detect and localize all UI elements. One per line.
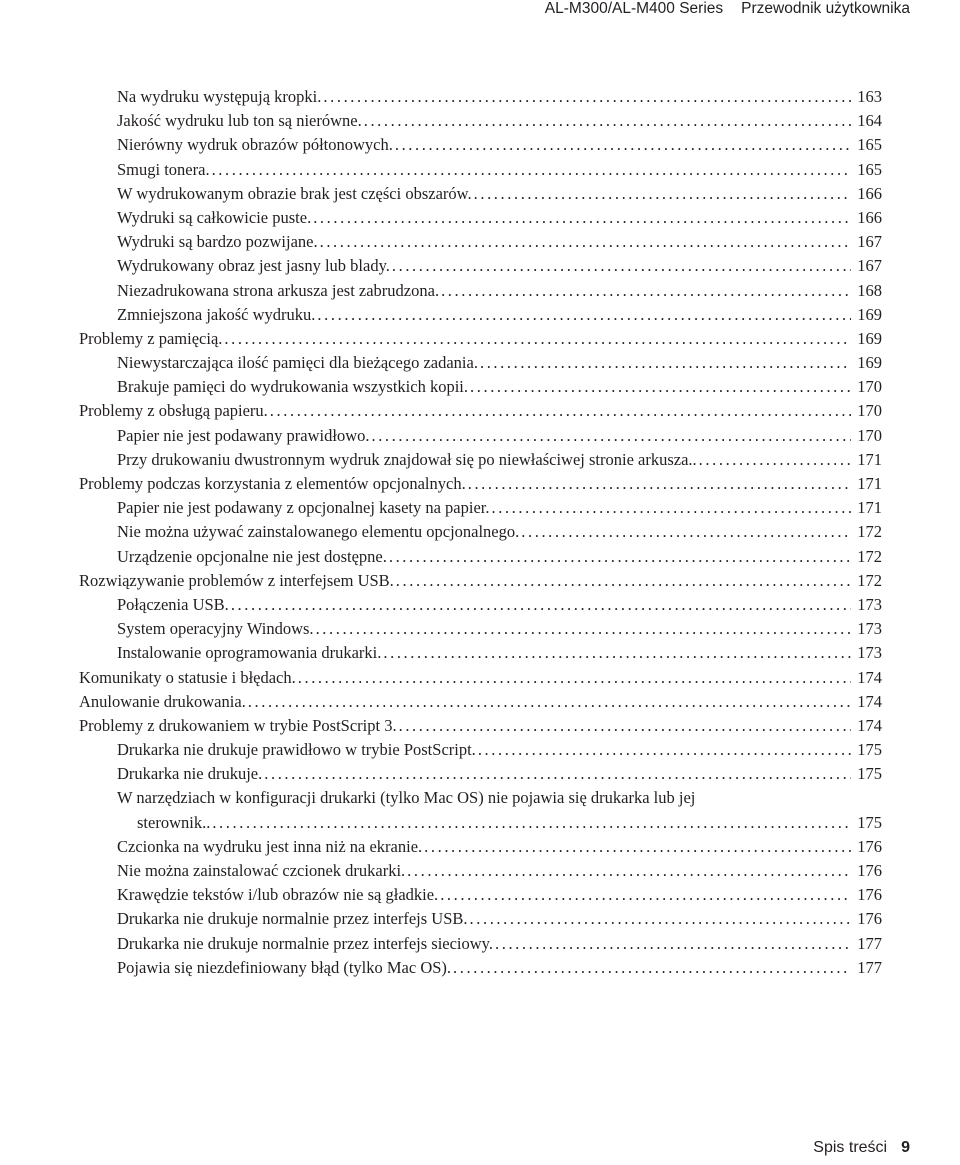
toc-entry-page: 172 [857,546,882,566]
toc-entry-title: Brakuje pamięci do wydrukowania wszystkich kopii. [117,377,469,397]
toc-entry-page: 176 [857,909,882,929]
toc-entry-page: 174 [857,691,882,711]
toc-entry[interactable] [79,956,882,980]
toc-entry-title: Nie można używać zainstalowanego elementu opcjonalnego. [117,522,520,542]
toc-entry-title: Papier nie jest podawany z opcjonalnej kasety na papier. [117,498,490,518]
toc-entry-page: 165 [857,135,882,155]
toc-leader-dots [383,641,851,665]
toc-entry[interactable] [79,206,882,230]
toc-entry-page: 167 [857,256,882,276]
toc-entry[interactable] [79,448,882,472]
toc-entry-title: Niewystarczająca ilość pamięci dla bieżącego zadania. [117,353,478,373]
toc-leader-dots [492,496,852,520]
toc-entry-page: 175 [857,764,882,784]
toc-leader-dots [323,85,851,109]
toc-entry[interactable] [79,399,882,423]
toc-entry-title: Drukarka nie drukuje normalnie przez interfejs sieciowy. [117,933,493,953]
toc-entry-title: Połączenia USB. [117,594,229,614]
toc-entry-page: 174 [857,715,882,735]
toc-entry-page: 173 [857,594,882,614]
toc-entry-title: Czcionka na wydruku jest inna niż na ekranie. [117,836,423,856]
toc-leader-dots [699,448,851,472]
toc-entry-title: Pojawia się niezdefiniowany błąd (tylko Mac OS). [117,957,452,977]
toc-entry[interactable] [79,738,882,762]
toc-leader-dots [399,714,851,738]
toc-entry-page: 172 [857,570,882,590]
toc-entry-title: W wydrukowanym obrazie brak jest części obszarów. [117,183,472,203]
toc-entry-page: 176 [857,861,882,880]
toc-leader-dots [453,956,851,980]
toc-entry-page: 177 [857,933,882,953]
toc-entry-page: 170 [857,377,882,397]
toc-leader-dots [264,762,851,786]
toc-leader-dots [313,206,851,230]
toc-entry[interactable] [79,666,882,690]
toc-leader-dots [316,617,851,641]
toc-entry[interactable] [79,182,882,206]
toc-entry-title: System operacyjny Windows. [117,619,314,639]
toc-entry-title: sterownik.. [137,812,211,832]
toc-entry-title: Nierówny wydruk obrazów półtonowych. [117,135,393,155]
toc-entry-title: Jakość wydruku lub ton są nierówne. [117,111,362,131]
toc-entry[interactable] [79,762,882,786]
toc-entry-page: 163 [857,87,882,106]
product-name: AL-M300/AL-M400 Series [544,0,724,17]
toc-entry-title: Rozwiązywanie problemów z interfejsem USB. [79,570,394,590]
toc-entry[interactable] [79,690,882,714]
toc-leader-dots [396,569,851,593]
toc-entry-page: 177 [857,957,882,977]
toc-entry[interactable] [79,545,882,569]
toc-entry[interactable] [79,230,882,254]
page-number: 9 [901,1139,910,1156]
toc-entry-page: 164 [857,111,882,131]
toc-entry-title: Urządzenie opcjonalne nie jest dostępne. [117,546,387,566]
toc-entry-title: Problemy z pamięcią. [79,328,223,348]
toc-leader-dots [441,279,851,303]
toc-leader-dots [478,738,851,762]
toc-entry-title: Drukarka nie drukuje normalnie przez interfejs USB. [117,909,468,929]
toc-leader-dots [470,375,851,399]
toc-entry[interactable] [79,593,882,617]
toc-entry[interactable] [79,496,882,520]
toc-entry-page: 168 [857,280,882,300]
toc-entry-page: 176 [857,836,882,856]
toc-entry-page: 167 [857,232,882,252]
toc-entry-title: Nie można zainstalować czcionek drukarki. [117,861,406,880]
toc-entry-title: Instalowanie oprogramowania drukarki. [117,643,382,663]
toc-entry[interactable] [79,786,882,810]
toc-entry-page: 170 [857,401,882,421]
toc-entry-page: 174 [857,667,882,687]
toc-entry-title: Na wydruku występują kropki. [117,87,322,106]
toc-entry[interactable] [79,932,882,956]
toc-leader-dots [480,351,851,375]
toc-entry[interactable] [79,303,882,327]
toc-leader-dots [212,811,851,835]
toc-entry-page: 171 [857,449,882,469]
toc-entry-title: Problemy z obsługą papieru. [79,401,268,421]
toc-entry-page: 175 [857,740,882,760]
toc-entry[interactable] [79,158,882,182]
guide-title: Przewodnik użytkownika [741,0,910,17]
page-footer [813,1139,910,1157]
page-header [545,0,910,22]
toc-leader-dots [521,520,851,544]
toc-entry-title: Smugi tonera. [117,159,210,179]
toc-entry-page: 166 [857,183,882,203]
toc-entry-title: Anulowanie drukowania. [79,691,246,711]
toc-entry[interactable] [79,109,882,133]
toc-leader-dots [407,859,851,883]
toc-entry-page: 173 [857,643,882,663]
toc-entry[interactable] [79,254,882,278]
toc-entry-page: 176 [857,885,882,905]
toc-entry[interactable] [79,617,882,641]
toc-entry-title: Przy drukowaniu dwustronnym wydruk znajdował się po niewłaściwej stronie arkusza.. [117,449,697,469]
toc-entry-title: Drukarka nie drukuje prawidłowo w trybie PostScript. [117,740,476,760]
footer-section: Spis treści [813,1139,888,1156]
toc-entry[interactable] [79,811,882,835]
toc-entry-page: 166 [857,207,882,227]
toc-leader-dots [231,593,851,617]
toc-leader-dots [320,230,851,254]
toc-entry-title: Niezadrukowana strona arkusza jest zabrudzona. [117,280,440,300]
toc-entry-page: 170 [857,425,882,445]
toc-entry[interactable] [79,859,882,883]
toc-leader-dots [364,109,851,133]
toc-entry[interactable] [79,375,882,399]
toc-leader-dots [371,424,851,448]
toc-leader-dots [424,835,851,859]
toc-entry-page: 171 [857,474,882,493]
table-of-contents [79,85,882,980]
toc-entry[interactable] [79,714,882,738]
toc-leader-dots [392,254,851,278]
toc-entry[interactable] [79,569,882,593]
toc-entry-title: Wydrukowany obraz jest jasny lub blady. [117,256,390,276]
toc-entry[interactable] [79,279,882,303]
toc-entry-title: W narzędziach w konfiguracji drukarki (tylko Mac OS) nie pojawia się drukarka lub jej [117,788,696,808]
toc-leader-dots [317,303,851,327]
toc-entry-title: Problemy podczas korzystania z elementów opcjonalnych. [79,474,466,493]
toc-leader-dots [224,327,851,351]
toc-leader-dots [389,545,851,569]
toc-entry-page: 169 [857,353,882,373]
toc-entry[interactable] [79,133,882,157]
toc-entry-title: Wydruki są całkowicie puste. [117,207,312,227]
toc-entry-title: Zmniejszona jakość wydruku. [117,304,316,324]
toc-leader-dots [468,472,851,496]
toc-entry-title: Papier nie jest podawany prawidłowo. [117,425,370,445]
toc-entry-page: 171 [857,498,882,518]
toc-entry[interactable] [79,472,882,496]
toc-leader-dots [298,666,851,690]
toc-entry-page: 169 [857,304,882,324]
toc-entry-title: Wydruki są bardzo pozwijane. [117,232,318,252]
toc-entry-page: 169 [857,328,882,348]
toc-leader-dots [470,907,851,931]
toc-entry[interactable] [79,883,882,907]
toc-entry-page: 175 [857,812,882,832]
toc-entry-page: 172 [857,522,882,542]
toc-entry-title: Drukarka nie drukuje. [117,764,263,784]
toc-leader-dots [395,133,851,157]
toc-leader-dots [212,158,851,182]
toc-entry-title: Komunikaty o statusie i błędach. [79,667,296,687]
toc-leader-dots [440,883,851,907]
toc-leader-dots [495,932,851,956]
toc-entry[interactable] [79,641,882,665]
toc-entry-page: 173 [857,619,882,639]
toc-entry-page: 165 [857,159,882,179]
toc-entry[interactable] [79,835,882,859]
toc-entry-title: Problemy z drukowaniem w trybie PostScript 3. [79,715,397,735]
toc-entry[interactable] [79,424,882,448]
toc-leader-dots [248,690,851,714]
toc-entry[interactable] [79,907,882,931]
toc-entry-title: Krawędzie tekstów i/lub obrazów nie są gładkie. [117,885,439,905]
toc-entry[interactable] [79,327,882,351]
toc-entry[interactable] [79,520,882,544]
toc-entry[interactable] [79,85,882,109]
toc-entry[interactable] [79,351,882,375]
toc-leader-dots [474,182,851,206]
toc-leader-dots [270,399,851,423]
